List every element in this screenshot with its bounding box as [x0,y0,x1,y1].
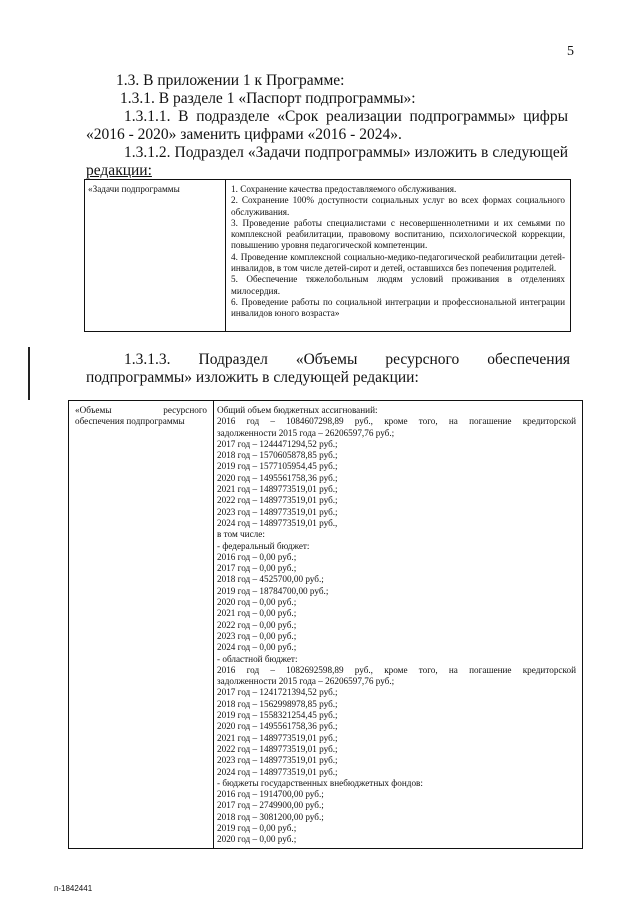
regional-label: - областной бюджет: [217,653,298,664]
resources-label-line2: обеспечения подпрограммы [75,416,185,427]
page-number: 5 [567,44,574,59]
federal-year-line: 2019 год – 18784700,00 руб.; [217,585,329,596]
paragraph-1-3-1: 1.3.1. В разделе 1 «Паспорт подпрограммы»: [120,90,416,107]
federal-year-line: 2021 год – 0,00 руб.; [217,608,297,619]
resources-content-cell [214,401,583,849]
regional-year-line: 2020 год – 1495561758,36 руб.; [217,721,338,732]
total-year-line: 2017 год – 1244471294,52 руб.; [217,438,338,449]
paragraph-1-3: 1.3. В приложении 1 к Программе: [116,72,345,89]
offbudget-year-line: 2018 год – 3081200,00 руб.; [217,811,324,822]
total-2016-line1: 2016 год – 1084607298,89 руб., кроме того, на погашение кредиторской [217,416,576,427]
including-label: в том числе: [217,529,265,540]
federal-year-line: 2016 год – 0,00 руб.; [217,551,297,562]
total-year-line: 2020 год – 1495561758,36 руб.; [217,472,338,483]
total-year-line: 2022 год – 1489773519,01 руб.; [217,495,338,506]
federal-year-line: 2020 год – 0,00 руб.; [217,597,297,608]
federal-year-line: 2024 год – 0,00 руб.; [217,642,297,653]
task-item: 3. Проведение работы специалистами с несовершеннолетними и их семьями по комплексной реабилитации, правовому воспитанию, психологической коррекции, повышению уровня педагогической компетенции. [231,217,565,251]
paragraph-1-3-1-1-line1: 1.3.1.1. В подразделе «Срок реализации подпрограммы» цифры [124,108,568,125]
federal-label: - федеральный бюджет: [217,540,310,551]
budget-intro: Общий объем бюджетных ассигнований: [217,405,378,415]
task-item: 2. Сохранение 100% доступности социальных услуг во всех формах социального обслуживания. [231,195,565,217]
regional-year-line: 2021 год – 1489773519,01 руб.; [217,732,338,743]
resources-label-line1: «Объемы ресурсного [75,405,207,415]
offbudget-label: - бюджеты государственных внебюджетных фондов: [217,777,423,788]
resources-table [68,400,583,849]
tasks-label-cell [85,180,226,332]
offbudget-year-line: 2016 год – 1914700,00 руб.; [217,789,324,800]
offbudget-year-line: 2020 год – 0,00 руб.; [217,834,297,845]
regional-year-line: 2019 год – 1558321254,45 руб.; [217,710,338,721]
task-item: 6. Проведение работы по социальной интеграции и профессиональной интеграции инвалидов юного возраста» [231,296,565,319]
tasks-content-cell [226,180,571,332]
regional-year-line: 2022 год – 1489773519,01 руб.; [217,743,338,754]
resources-label-cell [69,401,214,849]
task-item: 4. Проведение комплексной социально-медико-педагогической реабилитации детей-инвалидов, в том числе детей-сирот и детей, оставшихся без попечения родителей. [231,251,565,274]
redaction-word: редакции: [86,162,152,179]
total-year-line: 2019 год – 1577105954,45 руб.; [217,461,338,472]
paragraph-1-3-1-3-line2: подпрограммы» изложить в следующей редакции: [86,369,419,386]
margin-mark [28,347,30,400]
offbudget-year-line: 2017 год – 2749900,00 руб.; [217,800,324,811]
regional-year-line: 2017 год – 1241721394,52 руб.; [217,687,338,698]
total-year-line: 2018 год – 1570605878,85 руб.; [217,450,338,461]
regional-2016-line2: задолженности 2015 года – 26206597,76 руб.; [217,676,395,687]
regional-year-line: 2018 год – 1562998978,85 руб.; [217,698,338,709]
regional-year-line: 2024 год – 1489773519,01 руб.; [217,766,338,777]
task-item: 1. Сохранение качества предоставляемого обслуживания. [231,184,457,194]
paragraph-1-3-1-2-line1: 1.3.1.2. Подраздел «Задачи подпрограммы» изложить в следующей [124,144,568,161]
paragraph-1-3-1-3-line1: 1.3.1.3. Подраздел «Объемы ресурсного обеспечения [124,351,570,368]
total-year-line: 2024 год – 1489773519,01 руб., [217,517,338,528]
federal-year-line: 2017 год – 0,00 руб.; [217,563,297,574]
paragraph-1-3-1-1-line2: «2016 - 2020» заменить цифрами «2016 - 2024». [86,126,402,143]
paragraph-1-3-1-2-line2 [86,162,568,180]
total-year-line: 2023 год – 1489773519,01 руб.; [217,506,338,517]
federal-year-line: 2022 год – 0,00 руб.; [217,619,297,630]
offbudget-year-line: 2019 год – 0,00 руб.; [217,822,297,833]
document-code: п-1842441 [54,884,93,893]
federal-year-line: 2018 год – 4525700,00 руб.; [217,574,324,585]
total-2016-line2: задолженности 2015 года – 26206597,76 руб.; [217,427,395,438]
federal-year-line: 2023 год – 0,00 руб.; [217,630,297,641]
task-item: 5. Обеспечение тяжелобольным людям условий проживания в отделениях милосердия. [231,274,565,296]
tasks-table [84,179,571,332]
total-year-line: 2021 год – 1489773519,01 руб.; [217,484,338,495]
tasks-label: «Задачи подпрограммы [88,184,180,194]
regional-year-line: 2023 год – 1489773519,01 руб.; [217,755,338,766]
regional-2016-line1: 2016 год – 1082692598,89 руб., кроме того, на погашение кредиторской [217,664,576,675]
